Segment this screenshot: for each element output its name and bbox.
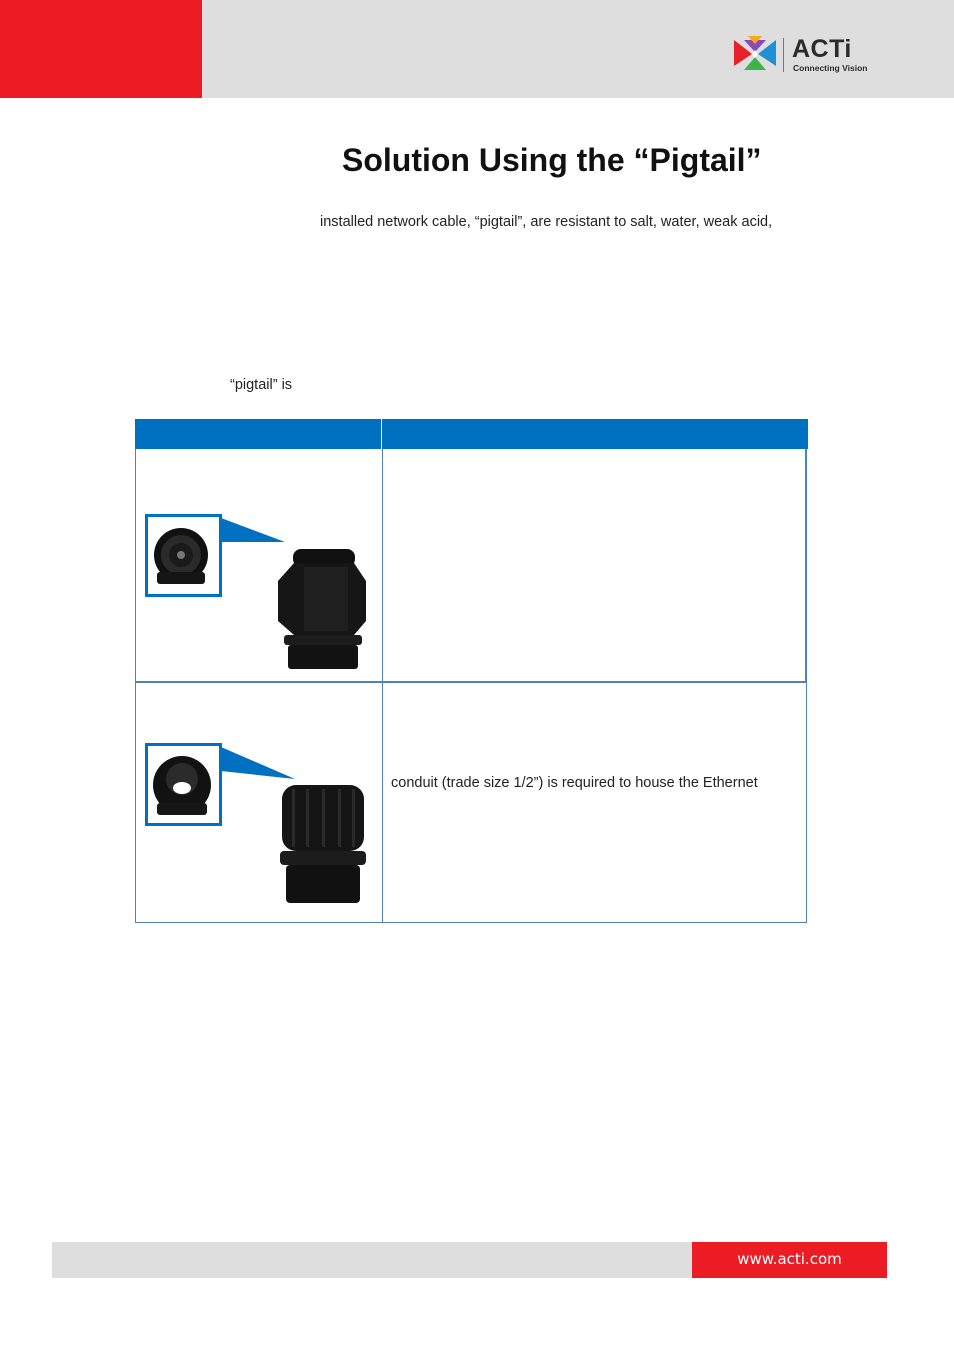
gland-top-view-small-hole-icon — [145, 514, 295, 599]
table-header — [135, 419, 808, 449]
table-row — [135, 449, 807, 682]
cable-gland-closed-icon — [274, 547, 369, 672]
gland-top-view-large-hole-icon — [145, 743, 295, 828]
cell-divider — [382, 449, 383, 681]
footer-url-link[interactable]: www.acti.com — [737, 1250, 842, 1268]
row-2-description: conduit (trade size 1/2”) is required to house the Ethernet — [391, 775, 758, 791]
brand-tagline: Connecting Vision — [793, 63, 868, 73]
header-red-block — [0, 0, 202, 98]
footer-band — [52, 1242, 692, 1278]
logo-divider — [783, 38, 784, 72]
page-title: Solution Using the “Pigtail” — [342, 142, 762, 178]
acti-logo — [732, 36, 872, 76]
cable-gland-conduit-icon — [276, 783, 371, 908]
brand-name: ACTi — [792, 35, 852, 63]
table-row — [135, 682, 807, 923]
footer-red-block — [692, 1242, 887, 1278]
body-paragraph-2: “pigtail” is — [230, 377, 293, 393]
cell-divider — [382, 683, 383, 922]
acti-logo-icon — [732, 36, 780, 74]
table-header-divider — [381, 419, 382, 449]
body-paragraph-1: installed network cable, “pigtail”, are resistant to salt, water, weak acid, — [320, 214, 773, 230]
